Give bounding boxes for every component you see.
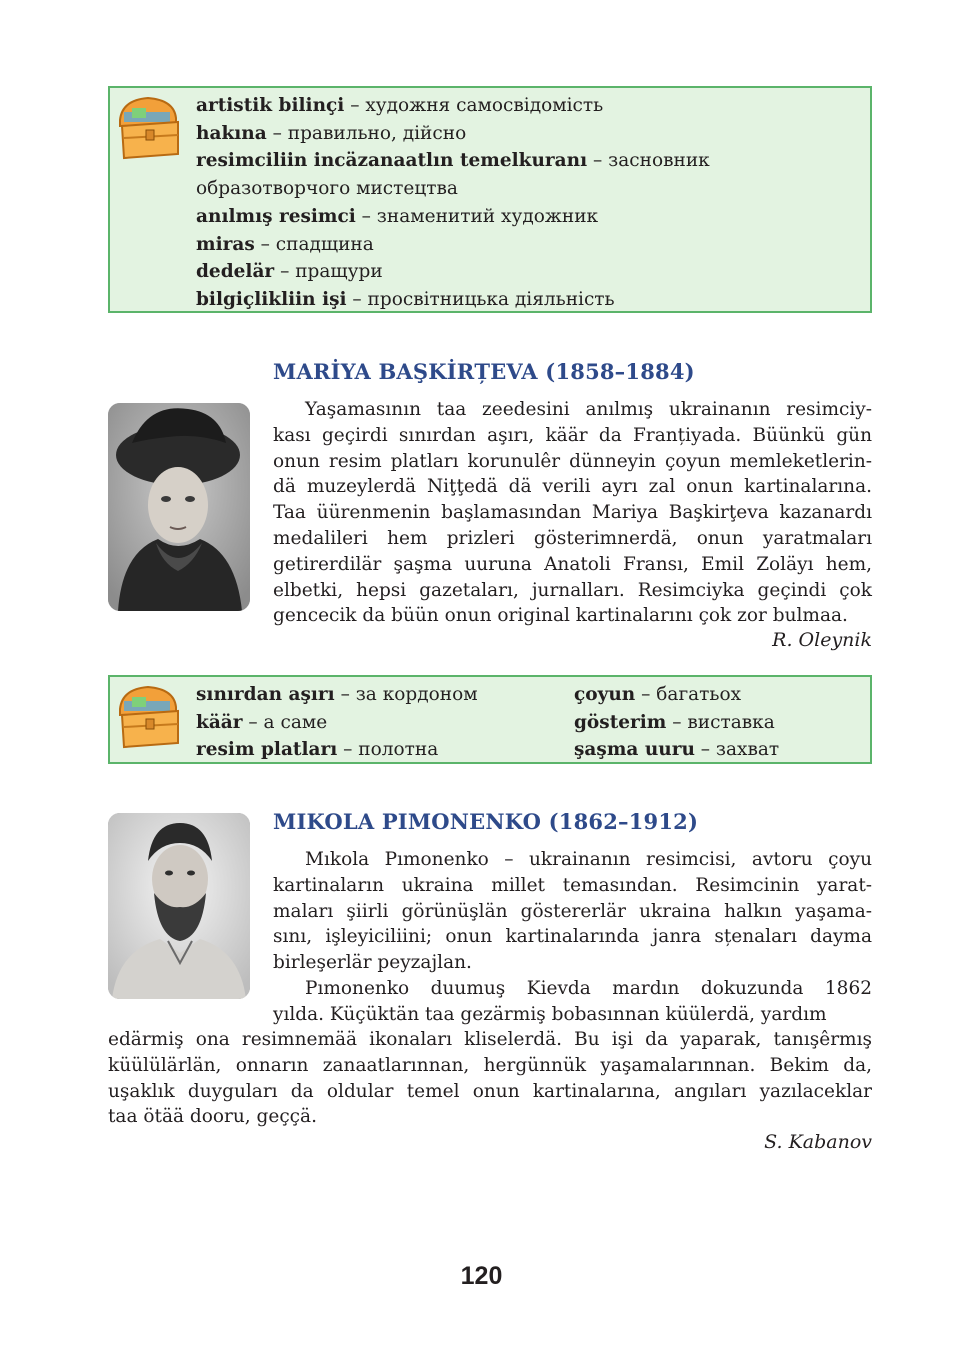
vocabulary-meaning: – захват: [694, 739, 780, 761]
portrait-baskirtseva: [108, 403, 250, 611]
vocabulary-entry: [196, 231, 864, 259]
vocabulary-entry: [196, 258, 864, 286]
text-line: getirerdilär şaşma uuruna Anatoli Fransı, Emil Zoläyı hem,: [273, 553, 872, 575]
vocabulary-term: bilgiçlikliin işi: [196, 288, 347, 310]
text-line: Pımonenko duumuş Kievda mardın dokuzunda 1862: [305, 977, 872, 999]
text-line: elbetki, hepsi gazetaları, jurnalları. Resimciyka geçindi çok: [273, 579, 872, 601]
vocabulary-list-1: [196, 92, 864, 314]
text-line: sını, işleyiciliini; onun kartinalarında janra sțenaları dayma: [273, 926, 872, 948]
text-line: uşaklık duyguları da oldular temel onun kartinalarına, angıları yazılaceklar: [108, 1080, 872, 1102]
vocabulary-meaning: – художня самосвідомість: [344, 95, 604, 116]
text-line: dä muzeylerdä Niţţedä dä verili ayrı zal onun kartinalarına.: [273, 476, 872, 498]
vocabulary-meaning: – багатьох: [635, 684, 742, 705]
vocabulary-entry: [196, 736, 478, 764]
vocabulary-entry: [196, 681, 478, 709]
treasure-chest-icon: [114, 683, 184, 749]
vocabulary-term: sınırdan aşırı: [196, 684, 335, 705]
vocabulary-entry: [196, 92, 864, 120]
vocabulary-meaning: – а саме: [242, 711, 328, 733]
vocabulary-term: anılmış resimci: [196, 205, 356, 227]
vocabulary-box-2: [108, 675, 872, 764]
text-line: Taa üürenmenin başlamasından Mariya Başkirţeva kazanardı: [273, 502, 872, 524]
vocabulary-term: dedelär: [196, 261, 275, 283]
vocabulary-meaning: образотворчого мистецтва: [196, 178, 458, 200]
text-line: kartinaların ukraina millet temasından. Resimcinin yarat-: [273, 874, 872, 896]
vocabulary-meaning: – виставка: [666, 711, 775, 733]
vocabulary-entry: [574, 736, 779, 764]
vocabulary-entry: [574, 681, 779, 709]
paragraph-pimonenko-bottom: [108, 1027, 872, 1130]
vocabulary-entry: [196, 203, 864, 231]
section-title-pimonenko: MIKOLA PIMONENKO (1862–1912): [273, 809, 699, 834]
text-line: birleşerlär peyzajlan.: [273, 952, 472, 974]
vocabulary-term: çoyun: [574, 684, 636, 705]
vocabulary-term: käär: [196, 711, 243, 733]
vocabulary-term: şaşma uuru: [574, 739, 695, 761]
text-line: Mıkola Pımonenko – ukrainanın resimcisi, avtoru çoyu: [305, 849, 872, 870]
text-line: gencecik da büün onun original kartinalarını çok zor bulmaa.: [273, 605, 848, 627]
text-line: maları şiirli görünüşlän göstererlär ukraina halkın yaşama-: [273, 900, 872, 922]
vocabulary-meaning: – спадщина: [254, 233, 374, 255]
vocabulary-meaning: – знаменитий художник: [355, 205, 599, 227]
vocabulary-box-1: [108, 86, 872, 313]
author-kabanov: S. Kabanov: [764, 1131, 872, 1153]
author-oleynik: R. Oleynik: [772, 629, 872, 651]
vocabulary-entry: [196, 709, 478, 737]
vocabulary-meaning: – правильно, дійсно: [266, 122, 467, 144]
vocabulary-term: artistik bilinçi: [196, 95, 345, 116]
vocabulary-entry: [196, 120, 864, 148]
paragraph-pimonenko-top: [273, 847, 872, 1028]
treasure-chest-icon: [114, 94, 184, 160]
vocabulary-entry: [196, 175, 864, 203]
text-line: onun resim platları korunulêr dünneyin çoyun memleketlerin-: [273, 450, 872, 472]
vocabulary-meaning: – просвітницька діяльність: [346, 288, 615, 310]
vocabulary-term: hakına: [196, 122, 267, 144]
vocabulary-meaning: – засновник: [587, 150, 710, 172]
text-line: taa ötää dooru, geççä.: [108, 1106, 317, 1128]
vocabulary-term: resim platları: [196, 739, 338, 761]
vocabulary-meaning: – пращури: [274, 261, 383, 283]
vocabulary-entry: [196, 147, 864, 175]
text-line: yılda. Küçüktän taa gezärmiş bobasınnan küülerdä, yardım: [273, 1003, 827, 1025]
paragraph-baskirtseva: [273, 397, 872, 629]
text-line: kası geçirdi sınırdan aşırı, käär da Franțiyada. Büünkü gün: [273, 424, 872, 446]
vocabulary-term: gösterim: [574, 711, 667, 733]
text-line: Yaşamasının taa zeedesini anılmış ukrainanın resimciy-: [305, 399, 872, 420]
vocabulary-meaning: – полотна: [337, 739, 439, 761]
vocabulary-entry: [196, 286, 864, 314]
vocabulary-term: resimciliin incäzanaatlın temelkuranı: [196, 150, 588, 172]
vocabulary-entry: [574, 709, 779, 737]
vocabulary-meaning: – за кордоном: [334, 684, 478, 705]
text-line: küülülärlän, onnarın zanaatlarınnan, hergünnük yaşamalarınnan. Bekim da,: [108, 1054, 872, 1076]
page-number: 120: [460, 1262, 503, 1290]
text-line: edärmiş ona resimnemää ikonaları kliselerdä. Bu işi da yaparak, tanışêrmış: [108, 1029, 872, 1050]
portrait-pimonenko: [108, 813, 250, 999]
vocabulary-term: miras: [196, 233, 255, 255]
text-line: medalileri hem prizleri gösterimnerdä, onun yaratmaları: [273, 527, 872, 549]
section-title-baskirtseva: MARİYA BAŞKİRȚEVA (1858–1884): [273, 359, 695, 384]
